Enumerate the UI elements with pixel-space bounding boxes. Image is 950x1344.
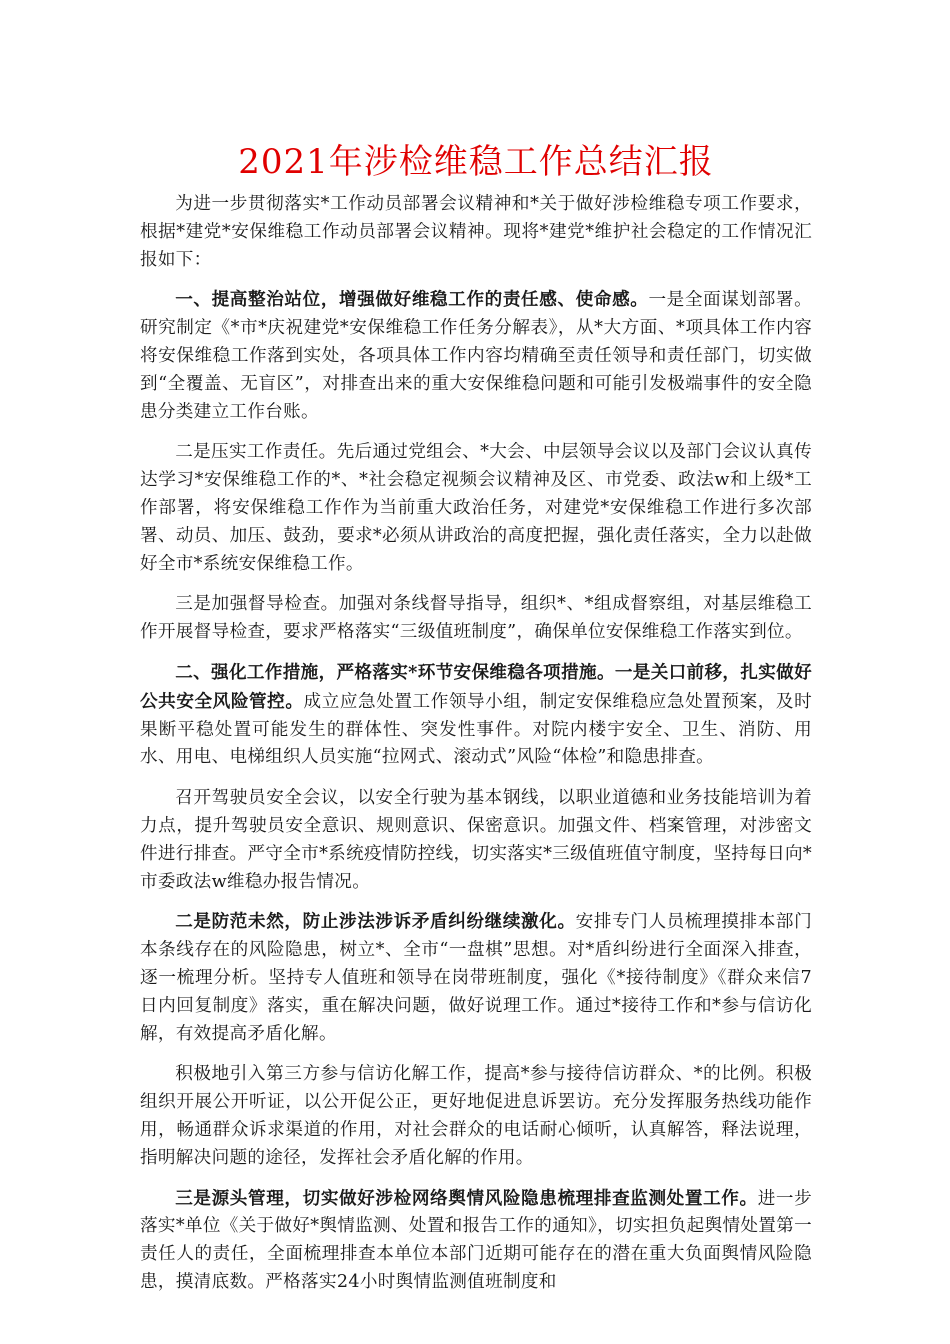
paragraph-body: 进一步落实*单位《关于做好*舆情监测、处置和报告工作的通知》，切实担负起舆情处置第一责任人的责任，全面梳理排查本单位本部门近期可能存在的潜在重大负面舆情风险隐患，摸清底数。严格落实24小时舆情监测值班制度和 [140, 1188, 812, 1292]
paragraph-body: 召开驾驶员安全会议，以安全行驶为基本钢线，以职业道德和业务技能培训为着力点，提升驾驶员安全意识、规则意识、保密意识。加强文件、档案管理，对涉密文件进行排查。严守全市*系统疫情防控线，切实落实*三级值班值守制度，坚持每日向*市委政法w维稳办报告情况。 [140, 788, 812, 892]
document-title: 2021年涉检维稳工作总结汇报 [238, 142, 714, 182]
paragraph-body: 一是全面谋划部署。研究制定《*市*庆祝建党*安保维稳工作任务分解表》，从*大方面、*项具体工作内容将安保维稳工作落到实处，各项具体工作内容均精确至责任领导和责任部门，切实做到“全覆盖、无盲区”，对排查出来的重大安保维稳问题和可能引发极端事件的安全隐患分类建立工作台账。 [140, 290, 812, 422]
paragraph-responsibility [140, 438, 812, 578]
paragraph-lead: 二、强化工作措施，严格落实*环节安保维稳各项措施。一是关口前移，扎实做好公共安全风险管控。 [140, 661, 812, 712]
document-page [140, 140, 812, 1309]
paragraph-section-2 [140, 659, 812, 772]
paragraph-body: 成立应急处置工作领导小组，制定安保维稳应急处置预案，及时果断平稳处置可能发生的群体性、突发性事件。对院内楼宇安全、卫生、消防、用水、用电、电梯组织人员实施“拉网式、滚动式”风险“体检”和隐患排查。 [140, 691, 813, 768]
paragraph-lead: 二是防范未然，防止涉法涉诉矛盾纠纷继续激化。 [175, 911, 576, 933]
paragraph-third-party [140, 1060, 812, 1172]
paragraph-source-management [140, 1185, 812, 1297]
paragraph-body: 为进一步贯彻落实*工作动员部署会议精神和*关于做好涉检维稳专项工作要求，根据*建党*安保维稳工作动员部署会议精神。现将*建党*维护社会稳定的工作情况汇报如下： [140, 194, 812, 270]
paragraph-prevention [140, 908, 812, 1048]
paragraph-body: 二是压实工作责任。先后通过党组会、*大会、中层领导会议以及部门会议认真传达学习*安保维稳工作的*、*社会稳定视频会议精神及区、市党委、政法w和上级*工作部署，将安保维稳工作作为当前重大政治任务，对建党*安保维稳工作进行多次部署、动员、加压、鼓劲，要求*必须从讲政治的高度把握，强化责任落实，全力以赴做好全市*系统安保维稳工作。 [140, 442, 812, 574]
paragraph-lead: 三是源头管理，切实做好涉检网络舆情风险隐患梳理排查监测处置工作。 [175, 1187, 758, 1209]
paragraph-body: 积极地引入第三方参与信访化解工作，提高*参与接待信访群众、*的比例。积极组织开展公开听证，以公开促公正，更好地促进息诉罢访。充分发挥服务热线功能作用，畅通群众诉求渠道的作用，对社会群众的电话耐心倾听，认真解答，释法说理，指明解决问题的途径，发挥社会矛盾化解的作用。 [140, 1064, 812, 1168]
paragraph-body: 三是加强督导检查。加强对条线督导指导，组织*、*组成督察组，对基层维稳工作开展督导检查，要求严格落实“三级值班制度”，确保单位安保维稳工作落实到位。 [140, 594, 812, 643]
paragraph-driver-safety [140, 784, 812, 896]
paragraph-lead: 一、提高整治站位，增强做好维稳工作的责任感、使命感。 [175, 289, 649, 311]
paragraph-inspection [140, 590, 812, 647]
paragraph-section-1 [140, 286, 812, 426]
paragraph-intro [140, 190, 812, 274]
paragraph-body: 安排专门人员梳理摸排本部门本条线存在的风险隐患，树立*、全市“一盘棋”思想。对*盾纠纷进行全面深入排查，逐一梳理分析。坚持专人值班和领导在岗带班制度，强化《*接待制度》《群众来信7日内回复制度》落实，重在解决问题，做好说理工作。通过*接待工作和*参与信访化解，有效提高矛盾化解。 [140, 912, 812, 1044]
